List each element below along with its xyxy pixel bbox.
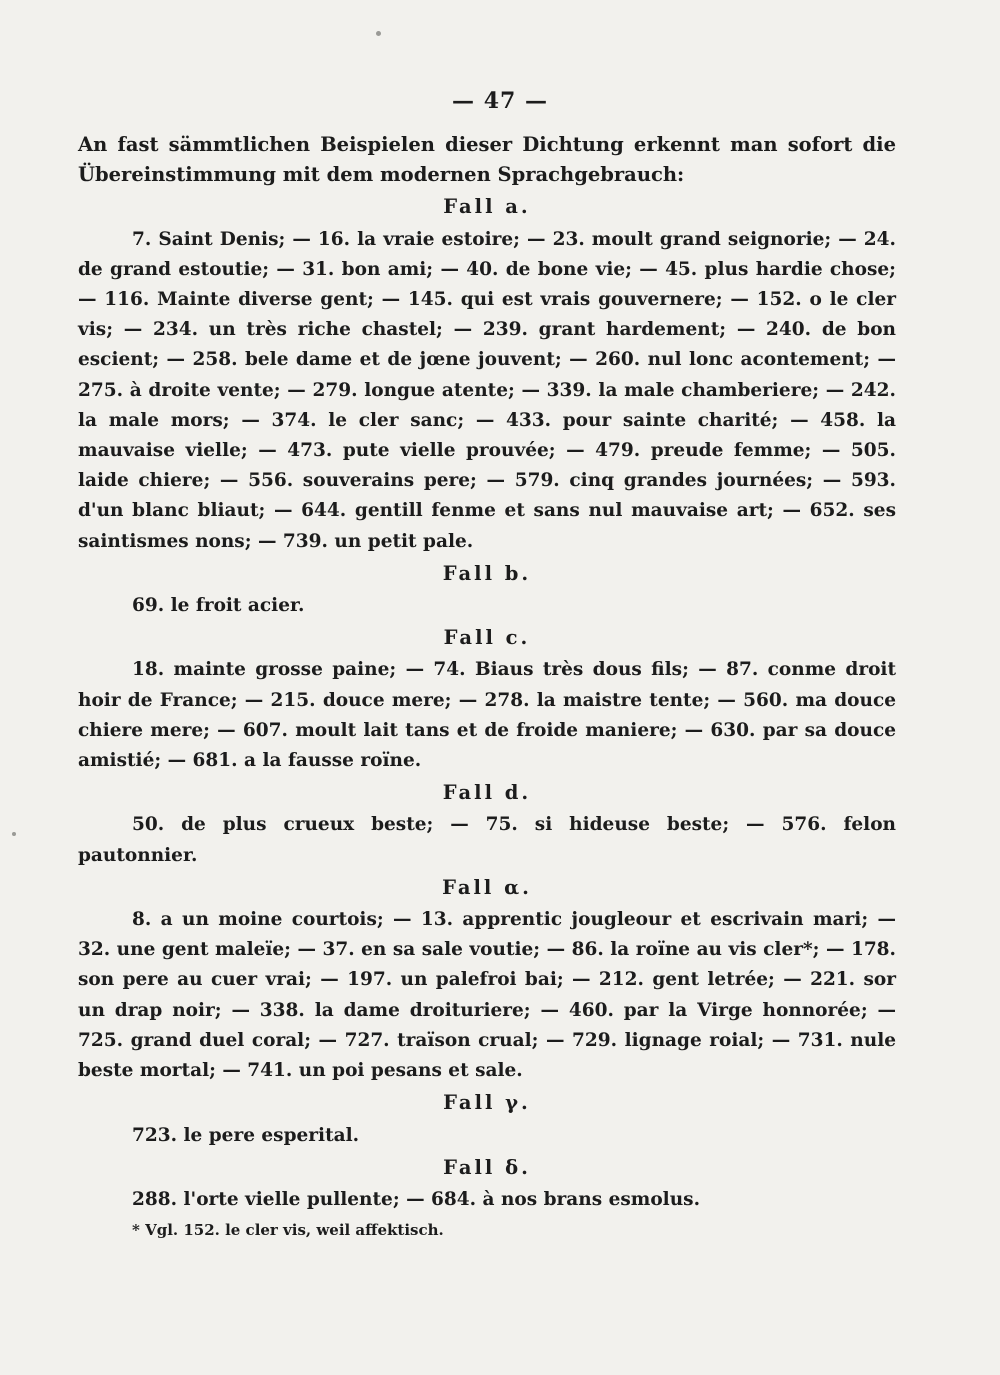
page-body [78,130,896,1241]
case-text-delta: 288. l'orte vielle pullente; — 684. à nos brans esmolus. [132,1188,701,1210]
footnote: * Vgl. 152. le cler vis, weil affektisch. [132,1221,444,1240]
case-text-b: 69. le froit acier. [132,595,305,617]
case-heading-b: Fall b. [442,561,532,585]
case-text-c: 18. mainte grosse paine; — 74. Biaus très dous fils; — 87. conme droit hoir de France; — 215. douce mere; — 278. la maistre tente; — 560. ma douce chiere mere; — 607. moult lait tans et de froide maniere; — 630. par sa douce amistié; — 681. a la fausse roïne. [78,659,896,772]
case-text-d: 50. de plus crueux beste; — 75. si hideuse beste; — 576. felon pautonnier. [78,814,896,866]
ink-speck [376,31,381,36]
page-number: — 47 — [452,88,548,114]
case-heading-delta: Fall δ. [443,1155,531,1179]
case-text-alpha: 8. a un moine courtois; — 13. apprentic jougleour et escrivain mari; — 32. une gent maleïe; — 37. en sa sale voutie; — 86. la roïne au vis cler*; — 178. son pere au cuer vrai; — 197. un palefroi bai; — 212. gent letrée; — 221. sor un drap noir; — 338. la dame droituriere; — 460. par la Virge honnorée; — 725. grand duel coral; — 727. traïson crual; — 729. lignage roial; — 731. nule beste mortal; — 741. un poi pesans et sale. [78,909,896,1082]
case-heading-alpha: Fall α. [442,875,532,899]
intro-paragraph: An fast sämmtlichen Beispielen dieser Dichtung erkennt man sofort die Übereinstimmung mit dem modernen Sprachgebrauch: [78,133,896,187]
case-heading-a: Fall a. [443,195,531,219]
ink-speck [12,832,16,836]
case-heading-d: Fall d. [442,781,532,805]
case-text-a: 7. Saint Denis; — 16. la vraie estoire; — 23. moult grand seignorie; — 24. de grand estoutie; — 31. bon ami; — 40. de bone vie; — 45. plus hardie chose; — 116. Mainte diverse gent; — 145. qui est vrais gouvernere; — 152. o le cler vis; — 234. un très riche chastel; — 239. grant hardement; — 240. de bon escient; — 258. bele dame et de jœne jouvent; — 260. nul lonc acontement; — 275. à droite vente; — 279. longue atente; — 339. la male chamberiere; — 242. la male mors; — 374. le cler sanc; — 433. pour sainte charité; — 458. la mauvaise vielle; — 473. pute vielle prouvée; — 479. preude femme; — 505. laide chiere; — 556. souverains pere; — 579. cinq grandes journées; — 593. d'un blanc bliaut; — 644. gentill fenme et sans nul mauvaise art; — 652. ses saintismes nons; — 739. un petit pale. [78,228,896,552]
case-heading-c: Fall c. [443,626,531,650]
case-text-gamma: 723. le pere esperital. [132,1124,360,1146]
case-heading-gamma: Fall γ. [443,1091,531,1115]
